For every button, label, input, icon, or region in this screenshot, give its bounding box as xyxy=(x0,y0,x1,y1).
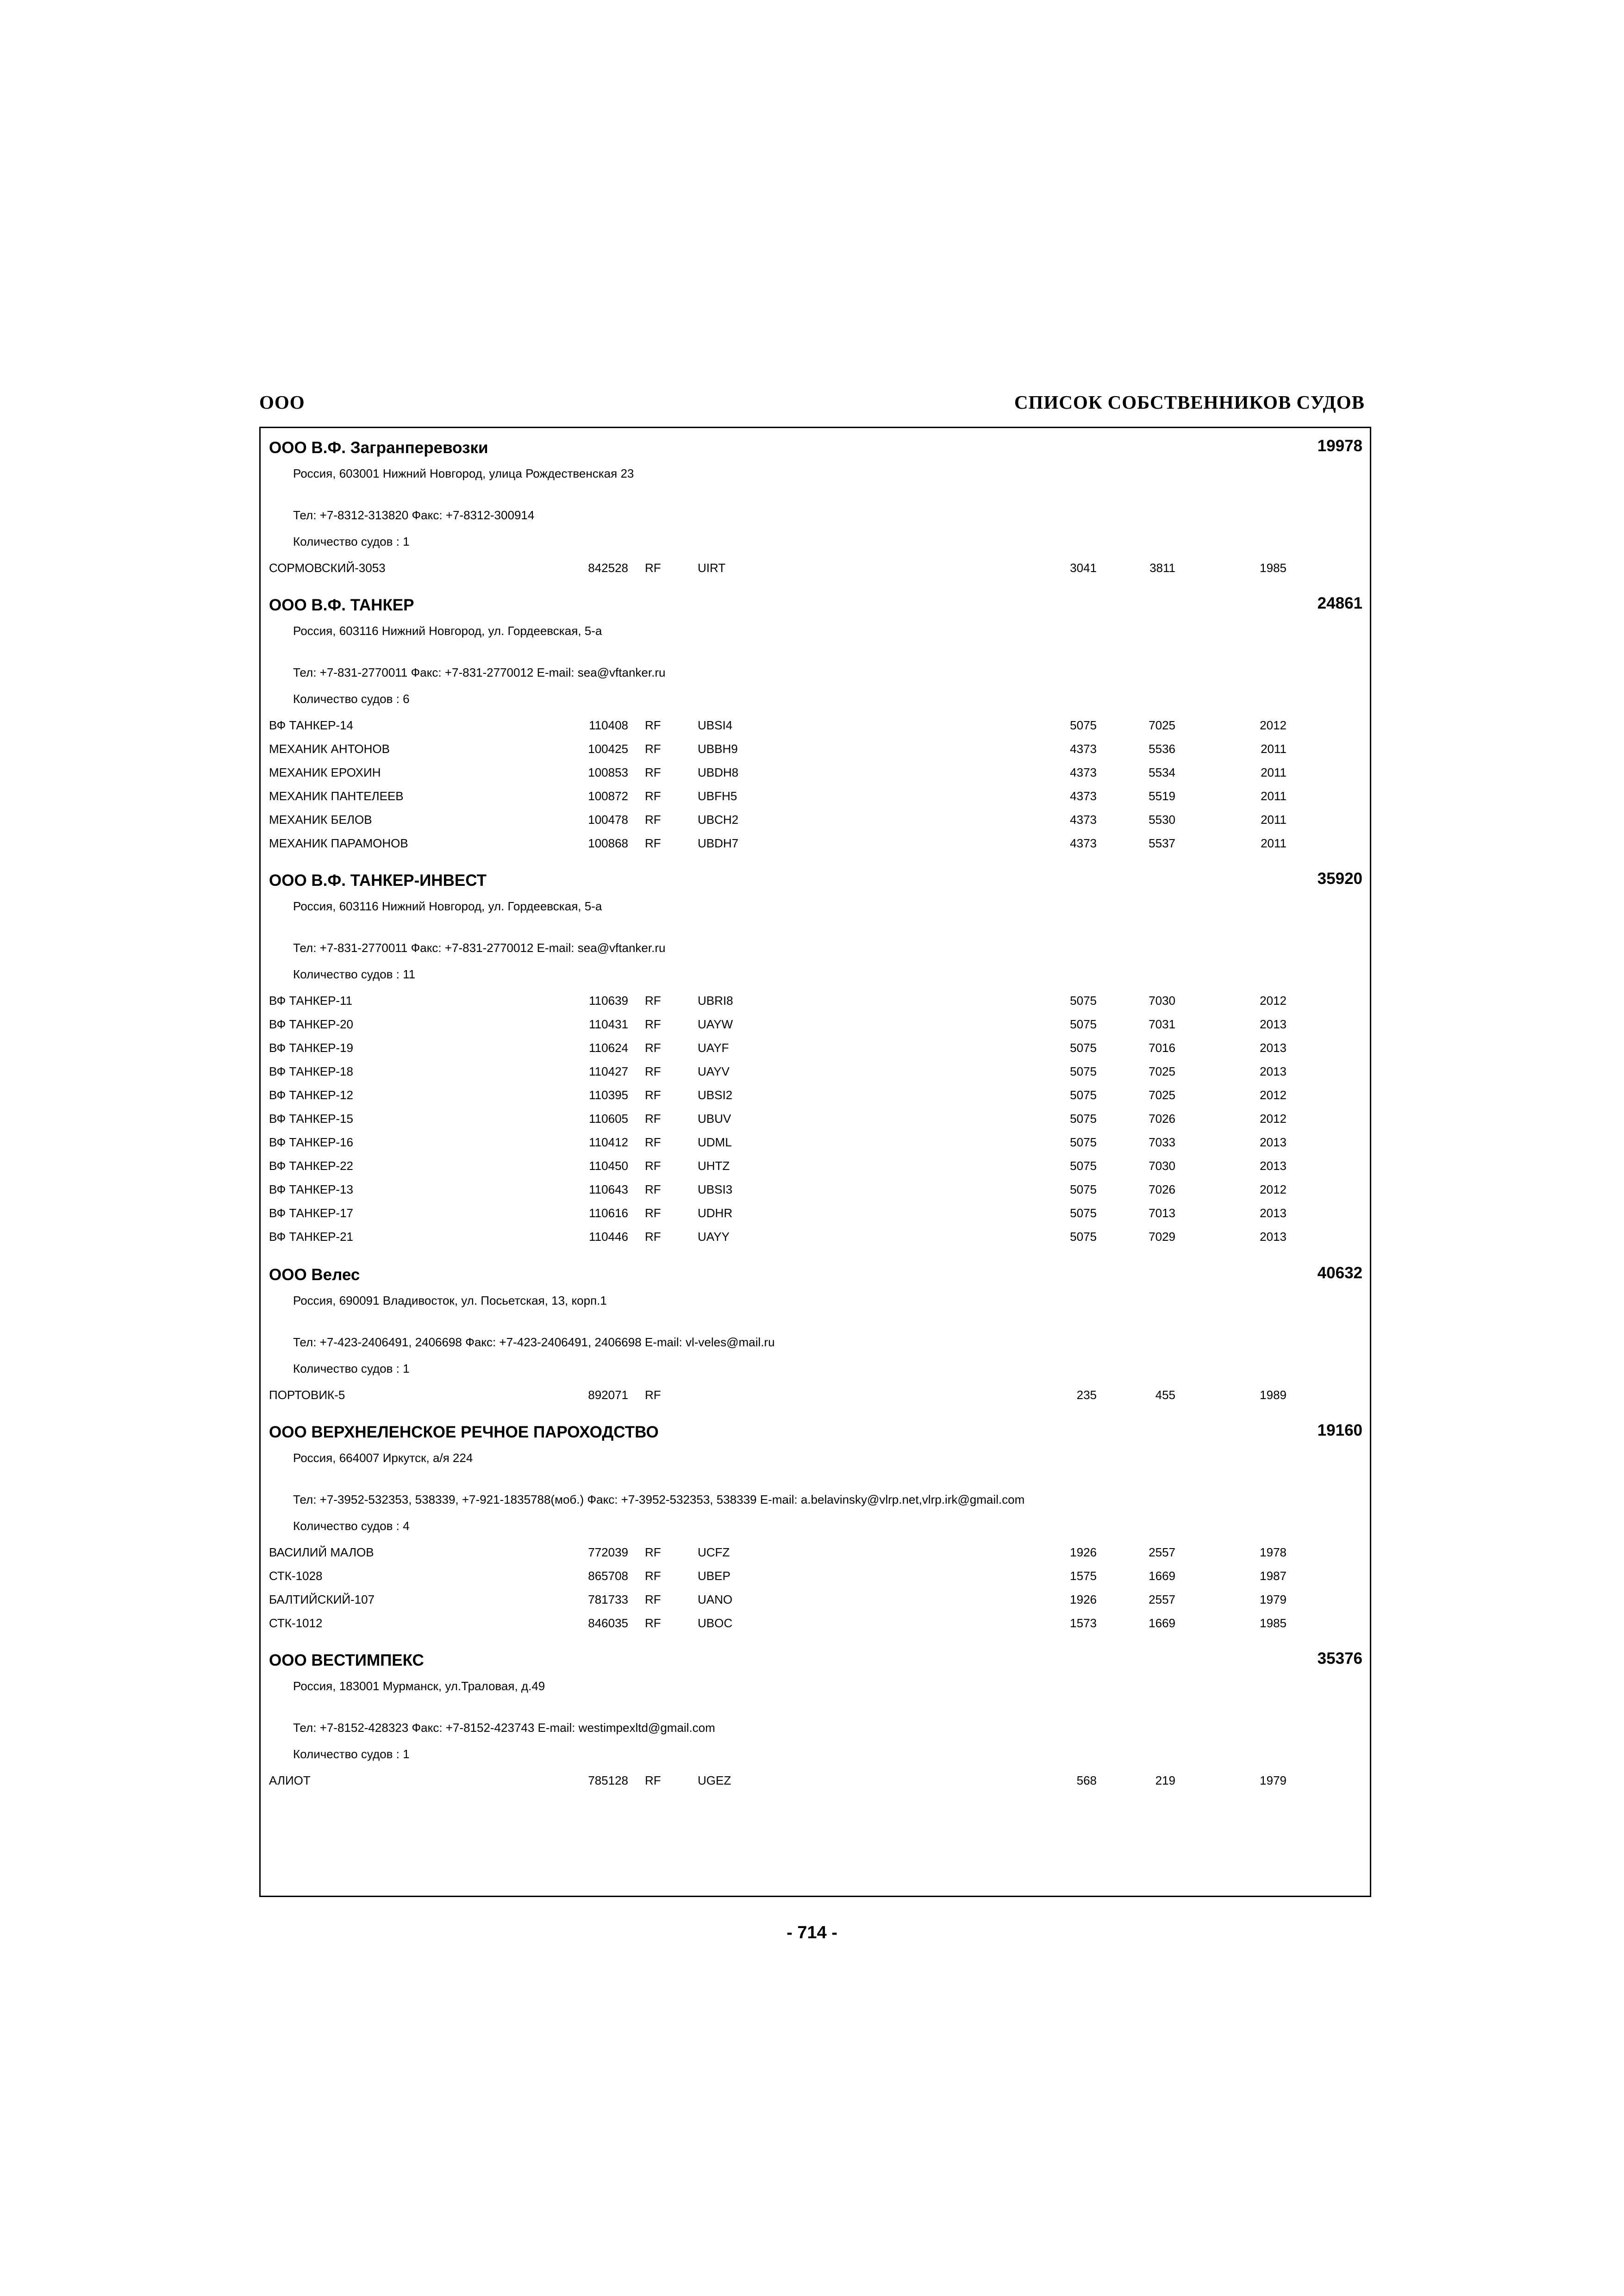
vessel-count-label: Количество судов : xyxy=(293,535,400,548)
vessel-flag: RF xyxy=(645,718,661,732)
vessel-b: 7029 xyxy=(1149,1230,1175,1244)
vessel-row xyxy=(261,1135,1370,1150)
vessel-b: 7026 xyxy=(1149,1112,1175,1126)
vessel-row xyxy=(261,765,1370,780)
vessel-call: UBSI4 xyxy=(698,718,733,732)
vessel-call: UAYY xyxy=(698,1230,730,1244)
vessel-row xyxy=(261,994,1370,1008)
vessel-a: 235 xyxy=(1076,1388,1097,1402)
vessel-count-value: 4 xyxy=(403,1519,410,1533)
vessel-row xyxy=(261,1388,1370,1403)
vessel-flag: RF xyxy=(645,742,661,756)
vessel-b: 5530 xyxy=(1149,813,1175,827)
vessel-year: 2011 xyxy=(1261,765,1287,779)
vessel-row xyxy=(261,1593,1370,1607)
vessel-flag: RF xyxy=(645,1569,661,1583)
vessel-name: ВФ ТАНКЕР-15 xyxy=(269,1112,354,1126)
vessel-call: UHTZ xyxy=(698,1159,730,1173)
vessel-name: ВФ ТАНКЕР-13 xyxy=(269,1182,354,1196)
vessel-call: UBDH8 xyxy=(698,765,739,779)
vessel-b: 3811 xyxy=(1149,561,1175,575)
vessel-count-value: 1 xyxy=(403,1362,410,1375)
vessel-row xyxy=(261,1182,1370,1197)
vessel-id: 110605 xyxy=(589,1112,628,1126)
vessel-year: 1989 xyxy=(1260,1388,1287,1402)
vessel-call: UDHR xyxy=(698,1206,733,1220)
vessel-id: 110446 xyxy=(589,1230,628,1244)
vessel-year: 2013 xyxy=(1260,1064,1287,1078)
company-contacts: Тел: +7-831-2770011 Факс: +7-831-2770012 E-mail: sea@vftanker.ru xyxy=(293,666,666,679)
vessel-id: 110643 xyxy=(589,1182,628,1196)
vessel-b: 455 xyxy=(1155,1388,1175,1402)
vessel-a: 3041 xyxy=(1070,561,1097,575)
vessel-flag: RF xyxy=(645,1206,661,1220)
vessel-call: UGEZ xyxy=(698,1773,731,1787)
vessel-name: ВФ ТАНКЕР-14 xyxy=(269,718,354,732)
company-name: ООО ВЕСТИМПЕКС xyxy=(269,1651,424,1669)
vessel-year: 1985 xyxy=(1260,1616,1287,1630)
vessel-year: 1978 xyxy=(1260,1545,1287,1559)
vessel-call: UBDH7 xyxy=(698,836,739,850)
vessel-b: 7016 xyxy=(1149,1041,1175,1055)
vessel-row xyxy=(261,1773,1370,1788)
vessel-call: UDML xyxy=(698,1135,732,1149)
vessel-name: МЕХАНИК АНТОНОВ xyxy=(269,742,390,756)
company-id: 24861 xyxy=(1317,594,1362,612)
vessel-row xyxy=(261,561,1370,576)
vessel-year: 2013 xyxy=(1260,1017,1287,1031)
vessel-b: 2557 xyxy=(1149,1545,1175,1559)
page-number: - 714 - xyxy=(787,1923,837,1942)
vessel-b: 5537 xyxy=(1149,836,1175,850)
vessel-year: 2012 xyxy=(1260,1088,1287,1102)
vessel-year: 1985 xyxy=(1260,561,1287,575)
vessel-year: 1979 xyxy=(1260,1773,1287,1787)
vessel-flag: RF xyxy=(645,1159,661,1173)
vessel-flag: RF xyxy=(645,1088,661,1102)
vessel-name: МЕХАНИК ЕРОХИН xyxy=(269,765,381,779)
vessel-year: 1979 xyxy=(1260,1593,1287,1606)
vessel-year: 2013 xyxy=(1260,1206,1287,1220)
company-contacts: Тел: +7-831-2770011 Факс: +7-831-2770012 E-mail: sea@vftanker.ru xyxy=(293,941,666,955)
vessel-count-label: Количество судов : xyxy=(293,1519,400,1533)
vessel-row xyxy=(261,813,1370,828)
vessel-flag: RF xyxy=(645,1041,661,1055)
vessel-b: 1669 xyxy=(1149,1616,1175,1630)
vessel-id: 110427 xyxy=(589,1064,628,1078)
vessel-row xyxy=(261,1230,1370,1244)
header-title: СПИСОК СОБСТВЕННИКОВ СУДОВ xyxy=(1014,392,1365,413)
vessel-year: 2011 xyxy=(1261,789,1287,803)
vessel-count-value: 1 xyxy=(403,1747,410,1761)
vessel-call: UAYF xyxy=(698,1041,729,1055)
vessel-year: 1987 xyxy=(1260,1569,1287,1583)
vessel-a: 5075 xyxy=(1070,1064,1097,1078)
vessel-b: 219 xyxy=(1155,1773,1175,1787)
vessel-b: 7025 xyxy=(1149,1064,1175,1078)
vessel-flag: RF xyxy=(645,1230,661,1244)
company-address: Россия, 664007 Иркутск, а/я 224 xyxy=(293,1451,473,1465)
vessel-year: 2013 xyxy=(1260,1230,1287,1244)
vessel-count-line xyxy=(293,1362,410,1376)
vessel-flag: RF xyxy=(645,561,661,575)
vessel-call: UCFZ xyxy=(698,1545,730,1559)
vessel-a: 5075 xyxy=(1070,1041,1097,1055)
company-name: ООО В.Ф. Загранперевозки xyxy=(269,439,488,457)
company-contacts: Тел: +7-8312-313820 Факс: +7-8312-300914 xyxy=(293,508,535,522)
company-address: Россия, 183001 Мурманск, ул.Траловая, д.49 xyxy=(293,1679,545,1693)
vessel-b: 7030 xyxy=(1149,1159,1175,1173)
vessel-a: 4373 xyxy=(1070,789,1097,803)
vessel-flag: RF xyxy=(645,813,661,827)
vessel-call: UIRT xyxy=(698,561,726,575)
vessel-name: СТК-1012 xyxy=(269,1616,323,1630)
vessel-name: БАЛТИЙСКИЙ-107 xyxy=(269,1593,375,1606)
vessel-count-label: Количество судов : xyxy=(293,967,400,981)
company-contacts: Тел: +7-423-2406491, 2406698 Факс: +7-423-2406491, 2406698 E-mail: vl-veles@mail.ru xyxy=(293,1335,775,1349)
vessel-flag: RF xyxy=(645,1135,661,1149)
vessel-call: UAYV xyxy=(698,1064,730,1078)
vessel-row xyxy=(261,718,1370,733)
vessel-name: ВФ ТАНКЕР-20 xyxy=(269,1017,354,1031)
vessel-year: 2012 xyxy=(1260,1182,1287,1196)
vessel-row xyxy=(261,1064,1370,1079)
vessel-a: 4373 xyxy=(1070,765,1097,779)
vessel-name: СТК-1028 xyxy=(269,1569,323,1583)
listing-frame xyxy=(259,427,1371,1897)
vessel-row xyxy=(261,1017,1370,1032)
vessel-a: 5075 xyxy=(1070,1017,1097,1031)
vessel-a: 568 xyxy=(1076,1773,1097,1787)
vessel-a: 1573 xyxy=(1070,1616,1097,1630)
vessel-count-line xyxy=(293,535,410,549)
vessel-flag: RF xyxy=(645,1112,661,1126)
vessel-b: 7025 xyxy=(1149,1088,1175,1102)
vessel-row xyxy=(261,1545,1370,1560)
vessel-b: 7030 xyxy=(1149,994,1175,1008)
vessel-name: МЕХАНИК БЕЛОВ xyxy=(269,813,372,827)
vessel-id: 100853 xyxy=(588,765,628,779)
vessel-a: 4373 xyxy=(1070,836,1097,850)
vessel-id: 110395 xyxy=(589,1088,628,1102)
vessel-a: 5075 xyxy=(1070,1159,1097,1173)
vessel-a: 5075 xyxy=(1070,718,1097,732)
vessel-a: 4373 xyxy=(1070,742,1097,756)
vessel-flag: RF xyxy=(645,1593,661,1606)
vessel-id: 865708 xyxy=(588,1569,628,1583)
vessel-row xyxy=(261,789,1370,804)
vessel-count-label: Количество судов : xyxy=(293,692,400,706)
company-name: ООО В.Ф. ТАНКЕР-ИНВЕСТ xyxy=(269,871,487,890)
company-id: 35376 xyxy=(1317,1649,1362,1668)
vessel-flag: RF xyxy=(645,1545,661,1559)
vessel-name: ВАСИЛИЙ МАЛОВ xyxy=(269,1545,374,1559)
vessel-name: ВФ ТАНКЕР-22 xyxy=(269,1159,354,1173)
vessel-id: 110639 xyxy=(589,994,628,1008)
vessel-year: 2012 xyxy=(1260,718,1287,732)
vessel-id: 100872 xyxy=(588,789,628,803)
vessel-b: 2557 xyxy=(1149,1593,1175,1606)
vessel-b: 1669 xyxy=(1149,1569,1175,1583)
vessel-year: 2011 xyxy=(1261,742,1287,756)
vessel-id: 110431 xyxy=(589,1017,628,1031)
vessel-call: UBSI3 xyxy=(698,1182,733,1196)
vessel-call: UBOC xyxy=(698,1616,733,1630)
vessel-id: 781733 xyxy=(588,1593,628,1606)
company-id: 35920 xyxy=(1317,870,1362,888)
vessel-a: 5075 xyxy=(1070,1182,1097,1196)
company-id: 19160 xyxy=(1317,1421,1362,1439)
company-address: Россия, 603001 Нижний Новгород, улица Рождественская 23 xyxy=(293,467,634,480)
vessel-row xyxy=(261,836,1370,851)
vessel-id: 100478 xyxy=(588,813,628,827)
vessel-a: 5075 xyxy=(1070,1088,1097,1102)
vessel-id: 110450 xyxy=(589,1159,628,1173)
vessel-year: 2013 xyxy=(1260,1159,1287,1173)
vessel-count-line xyxy=(293,692,410,706)
vessel-b: 7025 xyxy=(1149,718,1175,732)
vessel-a: 5075 xyxy=(1070,1206,1097,1220)
vessel-name: СОРМОВСКИЙ-3053 xyxy=(269,561,386,575)
vessel-count-value: 1 xyxy=(403,535,410,548)
vessel-id: 100425 xyxy=(588,742,628,756)
vessel-count-label: Количество судов : xyxy=(293,1747,400,1761)
company-contacts: Тел: +7-3952-532353, 538339, +7-921-1835788(моб.) Факс: +7-3952-532353, 538339 E-mail: a.belavinsky@vlrp.net,vlrp.irk@gmail.com xyxy=(293,1493,1025,1506)
vessel-row xyxy=(261,1088,1370,1103)
vessel-name: ПОРТОВИК-5 xyxy=(269,1388,345,1402)
vessel-a: 5075 xyxy=(1070,994,1097,1008)
vessel-call: UBBH9 xyxy=(698,742,738,756)
vessel-name: МЕХАНИК ПАРАМОНОВ xyxy=(269,836,408,850)
vessel-b: 5536 xyxy=(1149,742,1175,756)
vessel-row xyxy=(261,1616,1370,1631)
vessel-b: 7026 xyxy=(1149,1182,1175,1196)
vessel-id: 110624 xyxy=(589,1041,628,1055)
vessel-b: 7033 xyxy=(1149,1135,1175,1149)
company-id: 19978 xyxy=(1317,437,1362,455)
vessel-flag: RF xyxy=(645,1017,661,1031)
vessel-id: 892071 xyxy=(588,1388,628,1402)
vessel-flag: RF xyxy=(645,789,661,803)
vessel-id: 785128 xyxy=(588,1773,628,1787)
company-address: Россия, 603116 Нижний Новгород, ул. Гордеевская, 5-а xyxy=(293,899,602,913)
vessel-name: ВФ ТАНКЕР-12 xyxy=(269,1088,354,1102)
vessel-call: UBRI8 xyxy=(698,994,733,1008)
vessel-year: 2013 xyxy=(1260,1135,1287,1149)
vessel-id: 110408 xyxy=(589,718,628,732)
vessel-id: 100868 xyxy=(588,836,628,850)
company-name: ООО В.Ф. ТАНКЕР xyxy=(269,596,414,614)
vessel-row xyxy=(261,1206,1370,1221)
vessel-row xyxy=(261,1159,1370,1174)
vessel-name: ВФ ТАНКЕР-11 xyxy=(269,994,353,1008)
vessel-call: UBCH2 xyxy=(698,813,739,827)
vessel-year: 2013 xyxy=(1260,1041,1287,1055)
vessel-row xyxy=(261,742,1370,757)
vessel-b: 5534 xyxy=(1149,765,1175,779)
vessel-a: 5075 xyxy=(1070,1230,1097,1244)
vessel-b: 7013 xyxy=(1149,1206,1175,1220)
vessel-count-value: 11 xyxy=(403,967,416,981)
vessel-call: UAYW xyxy=(698,1017,733,1031)
vessel-a: 5075 xyxy=(1070,1135,1097,1149)
vessel-flag: RF xyxy=(645,1773,661,1787)
vessel-id: 846035 xyxy=(588,1616,628,1630)
vessel-call: UBUV xyxy=(698,1112,731,1126)
vessel-year: 2011 xyxy=(1261,836,1287,850)
vessel-count-line xyxy=(293,1747,410,1761)
company-name: ООО ВЕРХНЕЛЕНСКОЕ РЕЧНОЕ ПАРОХОДСТВО xyxy=(269,1423,659,1441)
company-address: Россия, 603116 Нижний Новгород, ул. Гордеевская, 5-а xyxy=(293,624,602,638)
vessel-flag: RF xyxy=(645,1616,661,1630)
company-id: 40632 xyxy=(1317,1264,1362,1282)
vessel-flag: RF xyxy=(645,1388,661,1402)
company-contacts: Тел: +7-8152-428323 Факс: +7-8152-423743 E-mail: westimpexltd@gmail.com xyxy=(293,1721,715,1735)
company-name: ООО Велес xyxy=(269,1266,360,1284)
vessel-a: 1926 xyxy=(1070,1593,1097,1606)
vessel-id: 110616 xyxy=(589,1206,628,1220)
vessel-id: 772039 xyxy=(588,1545,628,1559)
vessel-name: МЕХАНИК ПАНТЕЛЕЕВ xyxy=(269,789,404,803)
vessel-a: 5075 xyxy=(1070,1112,1097,1126)
vessel-flag: RF xyxy=(645,765,661,779)
vessel-name: ВФ ТАНКЕР-21 xyxy=(269,1230,354,1244)
vessel-name: АЛИОТ xyxy=(269,1773,311,1787)
vessel-count-line xyxy=(293,967,415,982)
vessel-name: ВФ ТАНКЕР-19 xyxy=(269,1041,354,1055)
vessel-b: 7031 xyxy=(1149,1017,1175,1031)
vessel-name: ВФ ТАНКЕР-18 xyxy=(269,1064,354,1078)
vessel-year: 2011 xyxy=(1261,813,1287,827)
vessel-id: 842528 xyxy=(588,561,628,575)
vessel-row xyxy=(261,1569,1370,1584)
vessel-year: 2012 xyxy=(1260,1112,1287,1126)
vessel-a: 4373 xyxy=(1070,813,1097,827)
vessel-b: 5519 xyxy=(1149,789,1175,803)
vessel-name: ВФ ТАНКЕР-16 xyxy=(269,1135,354,1149)
vessel-name: ВФ ТАНКЕР-17 xyxy=(269,1206,354,1220)
vessel-a: 1575 xyxy=(1070,1569,1097,1583)
vessel-row xyxy=(261,1112,1370,1126)
vessel-year: 2012 xyxy=(1260,994,1287,1008)
vessel-flag: RF xyxy=(645,836,661,850)
vessel-row xyxy=(261,1041,1370,1056)
company-address: Россия, 690091 Владивосток, ул. Посьетская, 13, корп.1 xyxy=(293,1294,607,1307)
vessel-count-line xyxy=(293,1519,410,1533)
vessel-call: UANO xyxy=(698,1593,733,1606)
vessel-id: 110412 xyxy=(589,1135,628,1149)
vessel-call: UBEP xyxy=(698,1569,731,1583)
vessel-count-label: Количество судов : xyxy=(293,1362,400,1375)
vessel-a: 1926 xyxy=(1070,1545,1097,1559)
vessel-call: UBSI2 xyxy=(698,1088,733,1102)
vessel-flag: RF xyxy=(645,1182,661,1196)
vessel-flag: RF xyxy=(645,994,661,1008)
header-section-label: ООО xyxy=(259,392,305,413)
vessel-call: UBFH5 xyxy=(698,789,737,803)
vessel-count-value: 6 xyxy=(403,692,410,706)
vessel-flag: RF xyxy=(645,1064,661,1078)
